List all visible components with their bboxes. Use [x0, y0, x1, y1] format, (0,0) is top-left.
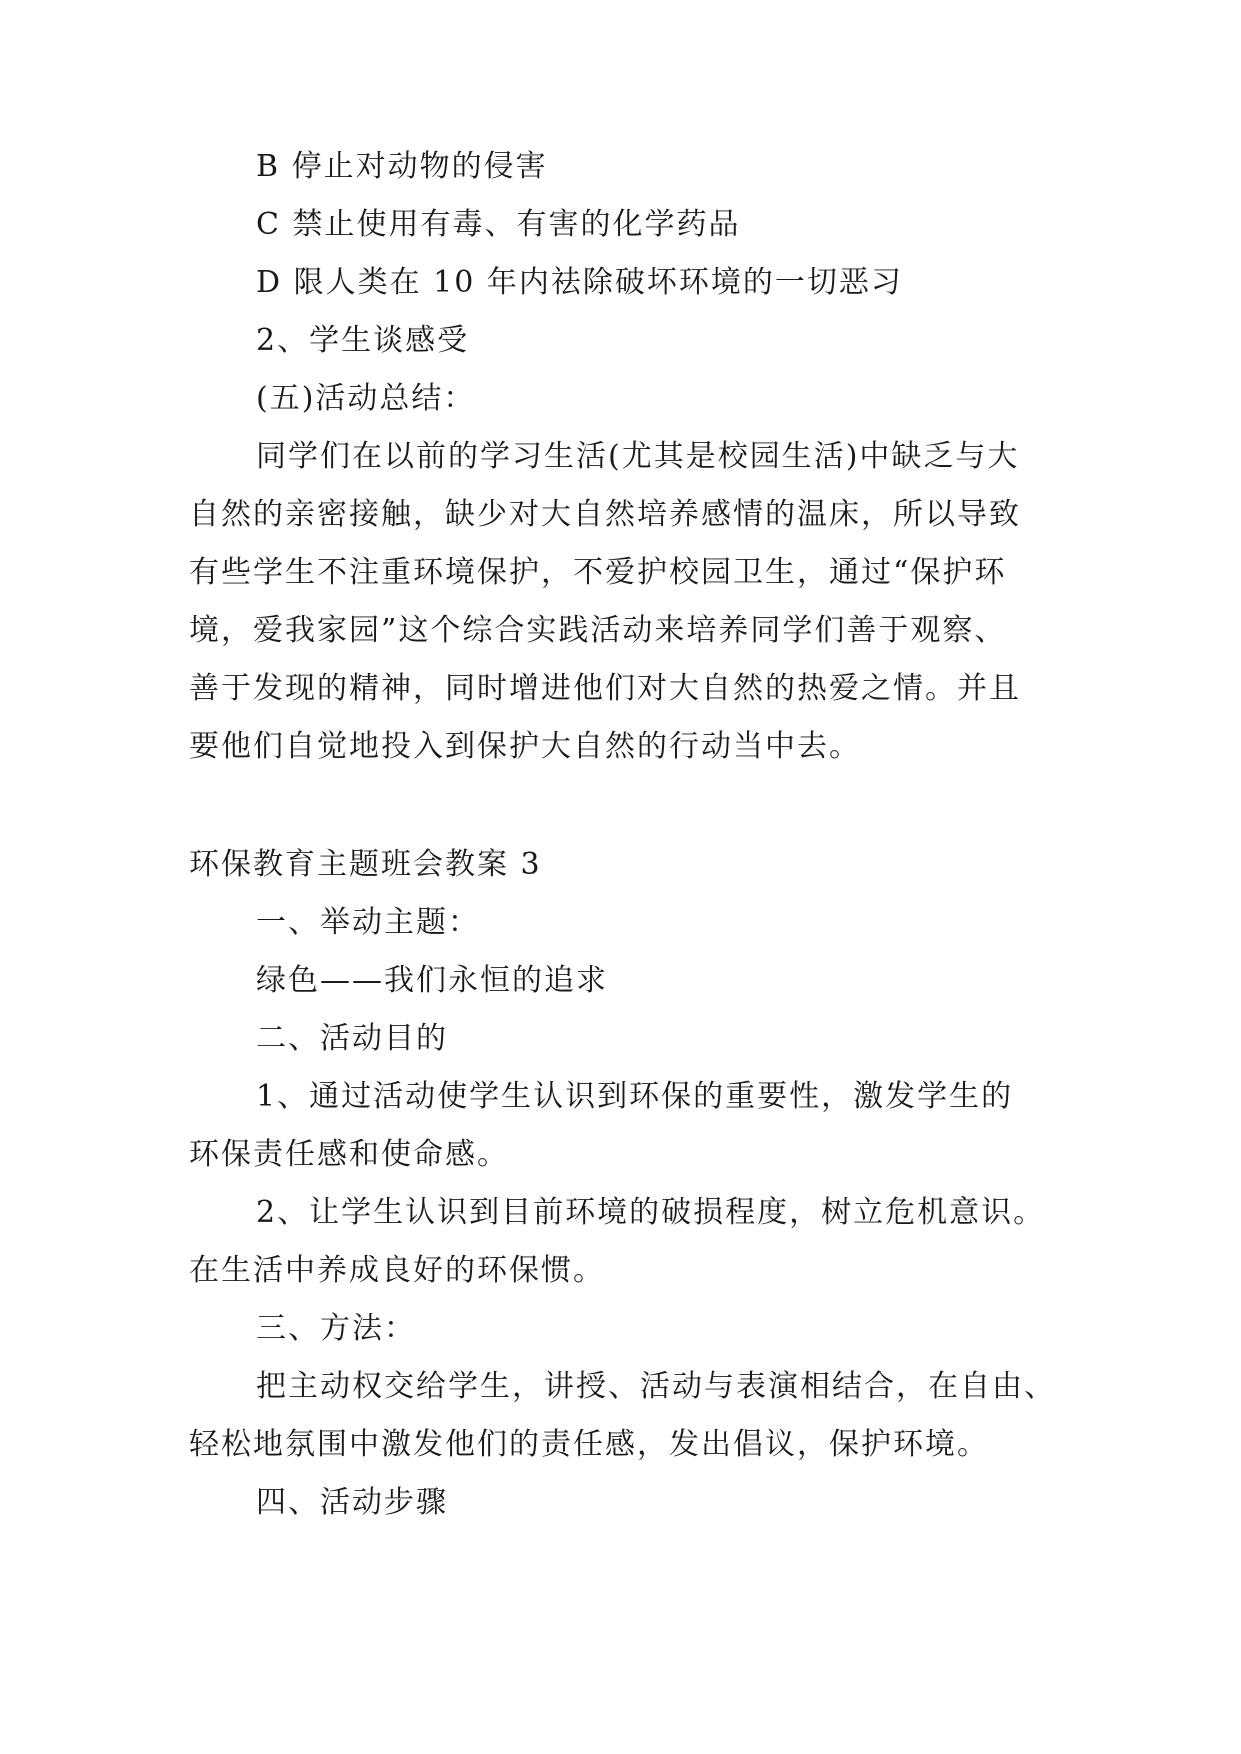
heading-steps: 四、活动步骤 [256, 1485, 448, 1520]
option-c: C 禁止使用有毒、有害的化学药品 [256, 207, 741, 242]
summary-line: 有些学生不注重环境保护，不爱护校园卫生，通过“保护环 [189, 555, 1007, 590]
goal-1-line: 1、通过活动使学生认识到环保的重要性，激发学生的 [256, 1079, 1014, 1114]
item-2-student-feelings: 2、学生谈感受 [256, 323, 470, 358]
summary-line: 自然的亲密接触，缺少对大自然培养感情的温床，所以导致 [189, 497, 1021, 532]
goal-1-line: 环保责任感和使命感。 [189, 1137, 509, 1172]
option-b: B 停止对动物的侵害 [256, 149, 548, 184]
summary-line: 同学们在以前的学习生活(尤其是校园生活)中缺乏与大 [256, 439, 1020, 474]
summary-line: 境，爱我家园”这个综合实践活动来培养同学们善于观察、 [189, 613, 1007, 648]
heading-goals: 二、活动目的 [256, 1021, 448, 1056]
summary-line: 善于发现的精神，同时增进他们对大自然的热爱之情。并且 [189, 671, 1021, 706]
goal-2-line: 在生活中养成良好的环保惯。 [189, 1253, 605, 1288]
method-line: 把主动权交给学生，讲授、活动与表演相结合，在自由、 [256, 1369, 1056, 1404]
goal-2-line: 2、让学生认识到目前环境的破损程度，树立危机意识。 [256, 1195, 1046, 1230]
heading-method: 三、方法： [256, 1311, 416, 1346]
section-5-heading: (五)活动总结： [256, 381, 476, 416]
method-line: 轻松地氛围中激发他们的责任感，发出倡议，保护环境。 [189, 1427, 989, 1462]
theme-text: 绿色——我们永恒的追求 [256, 963, 608, 998]
option-d: D 限人类在 10 年内祛除破坏环境的一切恶习 [256, 265, 903, 300]
summary-line: 要他们自觉地投入到保护大自然的行动当中去。 [189, 729, 861, 764]
heading-theme: 一、举动主题： [256, 905, 480, 940]
lesson-plan-title: 环保教育主题班会教案 3 [189, 847, 542, 882]
